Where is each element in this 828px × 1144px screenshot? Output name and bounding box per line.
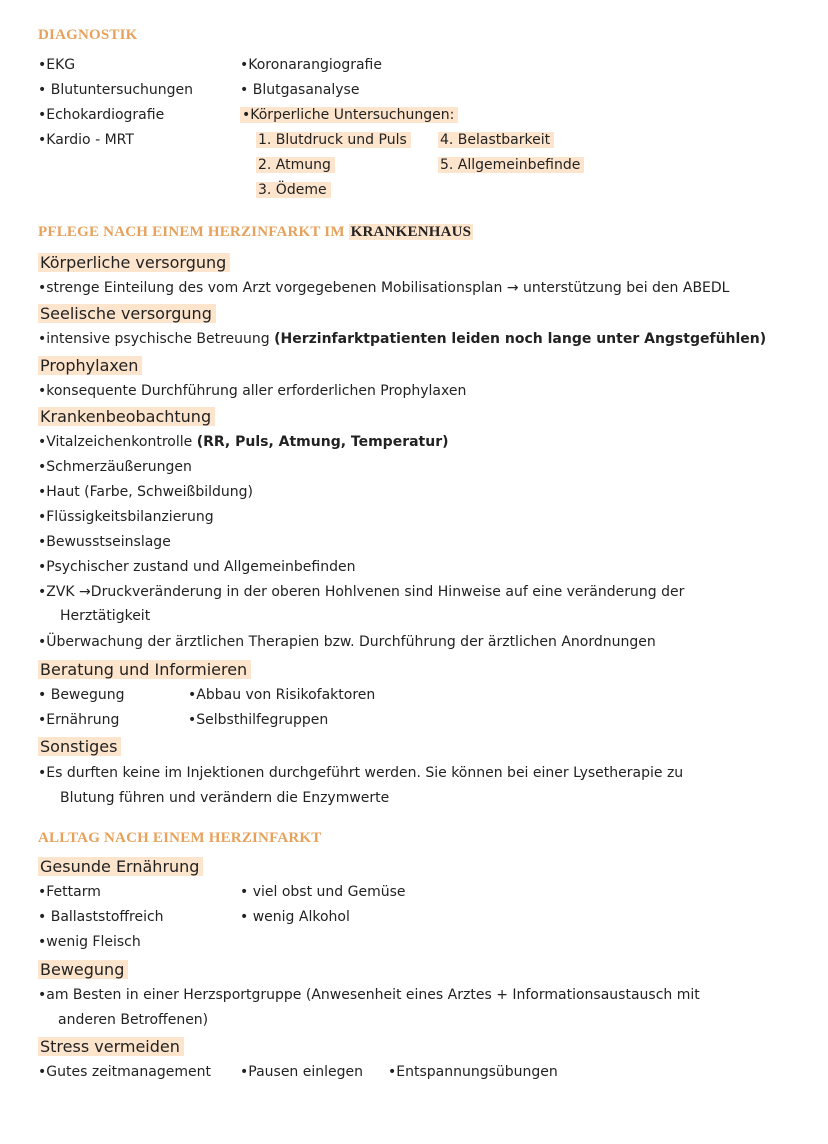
list-item: •Bewusstseinslage xyxy=(38,534,171,550)
list-item: • wenig Alkohol xyxy=(240,909,350,925)
text-normal: •intensive psychische Betreuung xyxy=(38,331,275,347)
list-item: •wenig Fleisch xyxy=(38,934,141,950)
koerperliche-untersuchungen-label: •Körperliche Untersuchungen: xyxy=(240,107,458,123)
text-line: anderen Betroffenen) xyxy=(58,1012,209,1028)
list-item: •Gutes zeitmanagement xyxy=(38,1064,211,1080)
heading-koerperliche-versorgung: Körperliche versorgung xyxy=(38,253,230,272)
list-item: •Selbsthilfegruppen xyxy=(188,712,329,728)
list-item: • Bewegung xyxy=(38,687,125,703)
list-item: •Pausen einlegen xyxy=(240,1064,364,1080)
heading-bewegung: Bewegung xyxy=(38,960,128,979)
section-title-pflege-prefix: PFLEGE NACH EINEM HERZINFARKT IM xyxy=(38,224,349,240)
heading-krankenbeobachtung: Krankenbeobachtung xyxy=(38,407,215,426)
heading-sonstiges: Sonstiges xyxy=(38,737,121,756)
diagnostik-item: • Blutgasanalyse xyxy=(240,82,360,98)
list-item: •Fettarm xyxy=(38,884,101,900)
diagnostik-item: •Koronarangiografie xyxy=(240,57,382,73)
diagnostik-item: •EKG xyxy=(38,57,76,73)
text-line: •konsequente Durchführung aller erforderlichen Prophylaxen xyxy=(38,383,467,399)
text-line: •Es durften keine im Injektionen durchgeführt werden. Sie können bei einer Lysetherapie zu xyxy=(38,765,684,781)
text-bold: (RR, Puls, Atmung, Temperatur) xyxy=(196,434,449,450)
text-line: •strenge Einteilung des vom Arzt vorgegebenen Mobilisationsplan → unterstützung bei den ABEDL xyxy=(38,280,730,296)
heading-stress-vermeiden: Stress vermeiden xyxy=(38,1037,184,1056)
section-title-pflege-strong: KRANKENHAUS xyxy=(350,224,472,240)
heading-seelische-versorgung: Seelische versorgung xyxy=(38,304,216,323)
list-item: •Ernährung xyxy=(38,712,120,728)
untersuchung-subitem: 1. Blutdruck und Puls xyxy=(256,132,411,148)
text-line: Blutung führen und verändern die Enzymwerte xyxy=(60,790,390,806)
list-item: •Entspannungsübungen xyxy=(388,1064,558,1080)
diagnostik-item: •Kardio - MRT xyxy=(38,132,134,148)
diagnostik-item: •Echokardiografie xyxy=(38,107,165,123)
text-bold: (Herzinfarktpatienten leiden noch lange unter Angstgefühlen) xyxy=(274,331,767,347)
list-item: • Ballaststoffreich xyxy=(38,909,164,925)
section-title-pflege xyxy=(38,224,473,241)
diagnostik-item: • Blutuntersuchungen xyxy=(38,82,194,98)
text-line: •Überwachung der ärztlichen Therapien bzw. Durchführung der ärztlichen Anordnungen xyxy=(38,634,656,650)
heading-gesunde-ernaehrung: Gesunde Ernährung xyxy=(38,857,203,876)
text-line: Herztätigkeit xyxy=(60,608,151,624)
text-line xyxy=(38,331,766,347)
list-item: •Abbau von Risikofaktoren xyxy=(188,687,376,703)
text-line: •ZVK →Druckveränderung in der oberen Hohlvenen sind Hinweise auf eine veränderung der xyxy=(38,584,685,600)
untersuchung-subitem: 4. Belastbarkeit xyxy=(438,132,554,148)
list-item: •Schmerzäußerungen xyxy=(38,459,192,475)
untersuchung-subitem: 5. Allgemeinbefinde xyxy=(438,157,584,173)
text-line: •am Besten in einer Herzsportgruppe (Anwesenheit eines Arztes + Informationsaustausch mit xyxy=(38,987,700,1003)
untersuchung-subitem: 2. Atmung xyxy=(256,157,335,173)
heading-prophylaxen: Prophylaxen xyxy=(38,356,142,375)
list-item: • viel obst und Gemüse xyxy=(240,884,406,900)
heading-beratung: Beratung und Informieren xyxy=(38,660,251,679)
list-item: •Psychischer zustand und Allgemeinbefinden xyxy=(38,559,356,575)
text-normal: •Vitalzeichenkontrolle xyxy=(38,434,197,450)
list-item: •Flüssigkeitsbilanzierung xyxy=(38,509,214,525)
text-line xyxy=(38,434,449,450)
untersuchung-subitem: 3. Ödeme xyxy=(256,182,331,198)
list-item: •Haut (Farbe, Schweißbildung) xyxy=(38,484,254,500)
section-title-alltag: ALLTAG NACH EINEM HERZINFARKT xyxy=(38,830,322,846)
section-title-diagnostik: DIAGNOSTIK xyxy=(38,27,138,43)
